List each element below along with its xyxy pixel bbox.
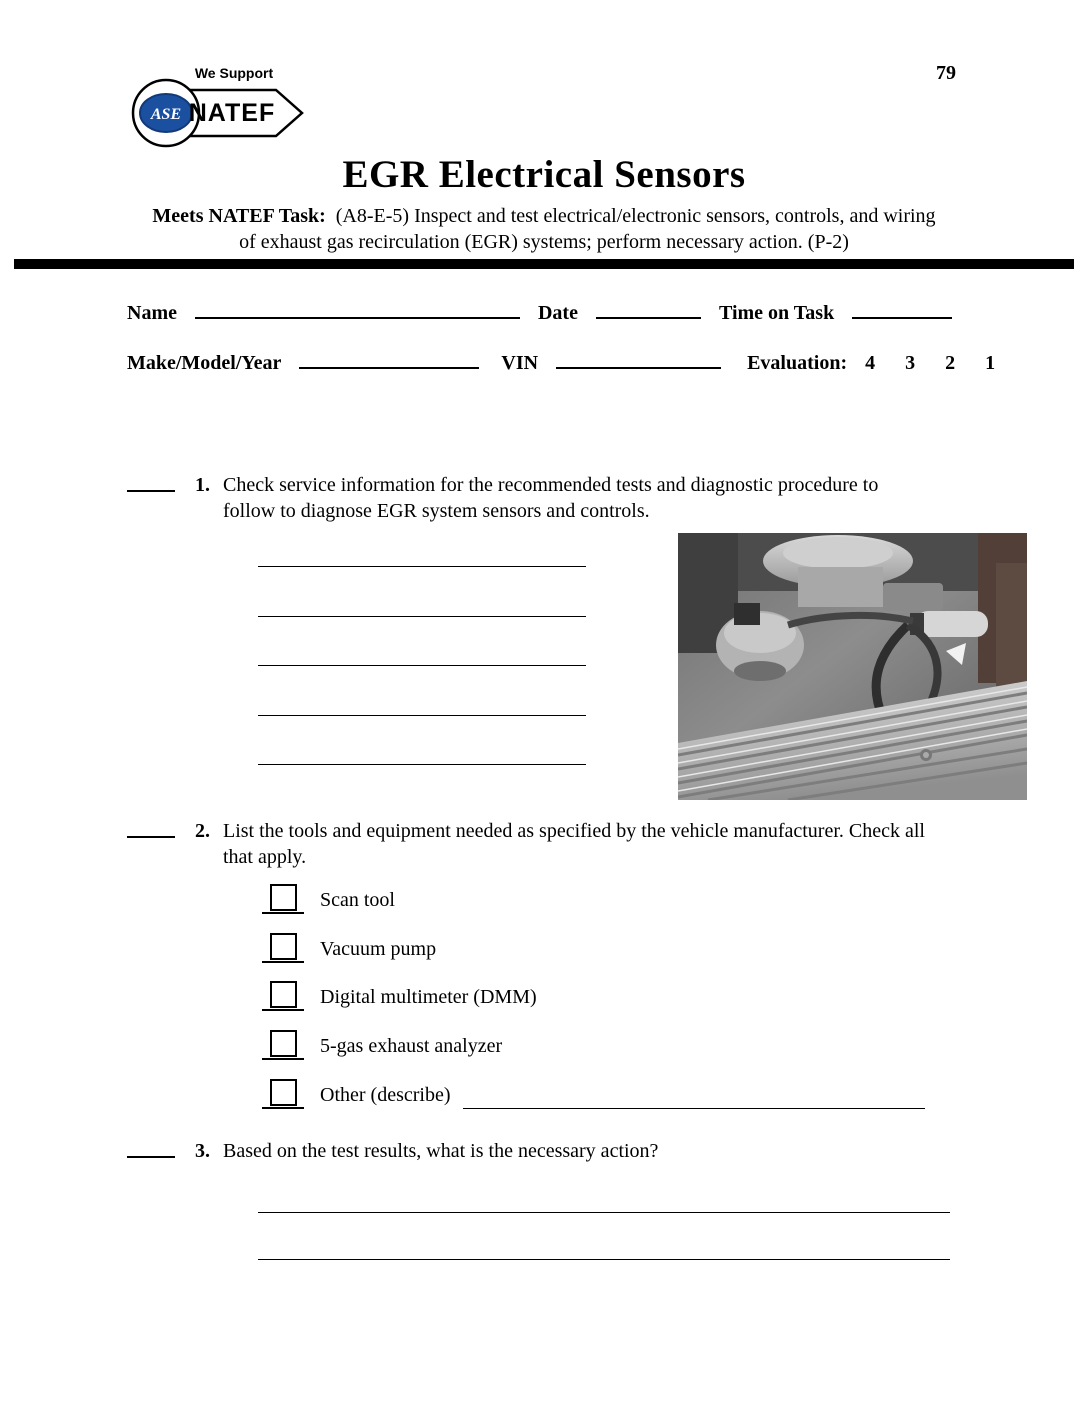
checkbox-label: Scan tool (320, 889, 395, 911)
question-2-number: 2. (195, 820, 210, 842)
divider-bar (14, 259, 1074, 269)
checkbox-seat (262, 1079, 304, 1109)
question-2-grade-blank[interactable] (127, 818, 175, 838)
natef-task-text: (A8-E-5) Inspect and test electrical/electronic sensors, controls, and wiring (335, 205, 936, 227)
natef-logo (126, 56, 308, 152)
date-label: Date (537, 302, 578, 324)
info-row-2 (127, 349, 995, 375)
ase-logo-text: ASE (150, 106, 182, 123)
page-title: EGR Electrical Sensors (342, 153, 746, 196)
evaluation-score-3[interactable]: 3 (905, 352, 916, 374)
natef-task-label: Meets NATEF Task: (152, 205, 326, 227)
checkbox-seat (262, 981, 304, 1011)
date-field[interactable] (596, 299, 701, 319)
make-model-year-field[interactable] (299, 349, 479, 369)
checkbox-label: 5-gas exhaust analyzer (320, 1035, 503, 1057)
engine-bay-photo (678, 533, 1027, 800)
make-model-year-label: Make/Model/Year (127, 352, 282, 374)
question-3 (127, 1138, 958, 1164)
checklist-item (262, 884, 395, 914)
vin-field[interactable] (556, 349, 721, 369)
question-2-text: List the tools and equipment needed as specified by the vehicle manufacturer. Check all that apply. (223, 820, 925, 868)
checkbox-digital-multimeter[interactable] (270, 981, 297, 1008)
time-on-task-label: Time on Task (718, 302, 835, 324)
question-3-text: Based on the test results, what is the necessary action? (223, 1140, 659, 1162)
logo-org-name: NATEF (188, 99, 276, 127)
answer-line[interactable] (258, 616, 586, 617)
checklist-item (262, 933, 436, 963)
question-1-grade-blank[interactable] (127, 472, 175, 492)
checkbox-scan-tool[interactable] (270, 884, 297, 911)
checkbox-seat (262, 884, 304, 914)
answer-line[interactable] (258, 715, 586, 716)
checklist-item (262, 1030, 502, 1060)
natef-task-line1 (0, 203, 1088, 229)
evaluation-score-4[interactable]: 4 (865, 352, 876, 374)
info-row-1 (127, 299, 952, 325)
question-3-number: 3. (195, 1140, 210, 1162)
vin-label: VIN (501, 352, 539, 374)
checkbox-vacuum-pump[interactable] (270, 933, 297, 960)
question-1-text: Check service information for the recommended tests and diagnostic procedure to follow to diagnose EGR system sensors and controls. (223, 474, 879, 522)
answer-line[interactable] (258, 764, 586, 765)
logo-support-text: We Support (194, 65, 274, 81)
question-1-number: 1. (195, 474, 210, 496)
time-on-task-field[interactable] (852, 299, 952, 319)
evaluation-score-2[interactable]: 2 (945, 352, 956, 374)
page-number: 79 (936, 62, 956, 84)
evaluation-score-1[interactable]: 1 (985, 352, 996, 374)
name-field[interactable] (195, 299, 520, 319)
checkbox-label: Other (describe) (320, 1084, 451, 1106)
answer-line[interactable] (258, 665, 586, 666)
natef-task-line2: of exhaust gas recirculation (EGR) systems; perform necessary action. (P-2) (239, 231, 849, 253)
checklist-item (262, 981, 537, 1011)
name-label: Name (127, 302, 177, 324)
evaluation-label: Evaluation: (747, 352, 848, 374)
other-describe-field[interactable] (463, 1087, 925, 1109)
checkbox-other[interactable] (270, 1079, 297, 1106)
natef-task-block (0, 203, 1088, 255)
answer-line[interactable] (258, 1212, 950, 1213)
question-1 (127, 472, 928, 524)
checkbox-seat (262, 933, 304, 963)
checkbox-label: Vacuum pump (320, 938, 437, 960)
answer-line[interactable] (258, 566, 586, 567)
checkbox-label: Digital multimeter (DMM) (320, 986, 537, 1008)
checklist-item (262, 1079, 925, 1109)
checkbox-seat (262, 1030, 304, 1060)
question-2 (127, 818, 958, 870)
checkbox-5gas-analyzer[interactable] (270, 1030, 297, 1057)
question-3-grade-blank[interactable] (127, 1138, 175, 1158)
answer-line[interactable] (258, 1259, 950, 1260)
